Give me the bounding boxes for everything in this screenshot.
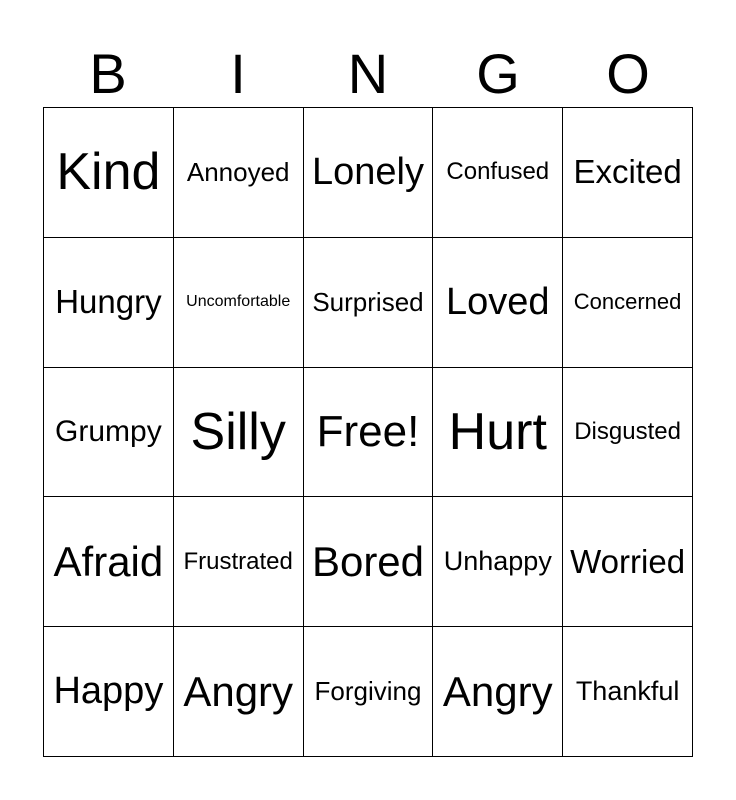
bingo-cell[interactable]: Thankful: [563, 627, 693, 757]
header-letter-b: B: [89, 42, 127, 105]
bingo-cell[interactable]: Unhappy: [433, 497, 563, 627]
header-letter-g: G: [476, 42, 520, 105]
bingo-cell[interactable]: Forgiving: [304, 627, 434, 757]
bingo-cell[interactable]: Disgusted: [563, 368, 693, 498]
bingo-cell[interactable]: Angry: [174, 627, 304, 757]
bingo-header: [43, 44, 693, 104]
bingo-cell[interactable]: Frustrated: [174, 497, 304, 627]
bingo-cell[interactable]: Happy: [44, 627, 174, 757]
bingo-cell[interactable]: Annoyed: [174, 108, 304, 238]
bingo-cell[interactable]: Surprised: [304, 238, 434, 368]
bingo-board: [43, 107, 693, 757]
bingo-cell[interactable]: Hurt: [433, 368, 563, 498]
bingo-cell[interactable]: Uncomfortable: [174, 238, 304, 368]
bingo-cell[interactable]: Bored: [304, 497, 434, 627]
bingo-cell[interactable]: Concerned: [563, 238, 693, 368]
bingo-cell[interactable]: Afraid: [44, 497, 174, 627]
bingo-cell[interactable]: Loved: [433, 238, 563, 368]
header-letter-o: O: [606, 42, 650, 105]
bingo-free-space[interactable]: Free!: [304, 368, 434, 498]
bingo-cell[interactable]: Lonely: [304, 108, 434, 238]
bingo-cell[interactable]: Angry: [433, 627, 563, 757]
bingo-cell[interactable]: Worried: [563, 497, 693, 627]
bingo-cell[interactable]: Excited: [563, 108, 693, 238]
bingo-cell[interactable]: Silly: [174, 368, 304, 498]
bingo-cell[interactable]: Kind: [44, 108, 174, 238]
bingo-cell[interactable]: Grumpy: [44, 368, 174, 498]
header-letter-n: N: [347, 42, 389, 105]
bingo-cell[interactable]: Hungry: [44, 238, 174, 368]
header-letter-i: I: [230, 42, 246, 105]
bingo-cell[interactable]: Confused: [433, 108, 563, 238]
